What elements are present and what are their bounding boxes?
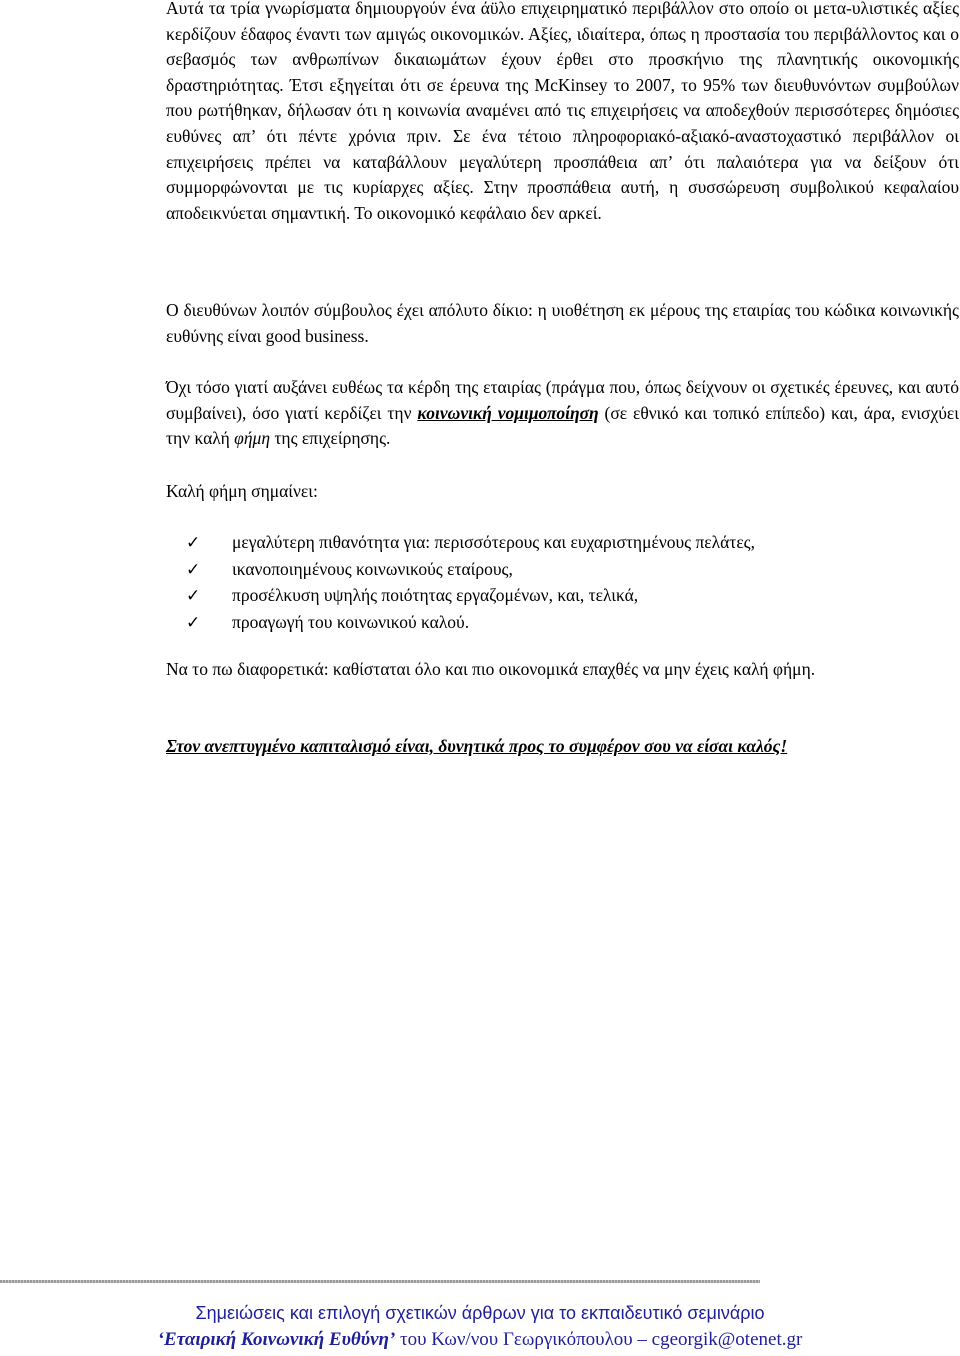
footer-author-line — [0, 1329, 960, 1351]
list-item-text: προσέλκυση υψηλής ποιότητας εργαζομένων, και, τελικά, — [232, 585, 639, 606]
paragraph-legitimation — [166, 375, 959, 452]
paragraph-legitimation-part2: (σε εθνικό και τοπικό επίπεδο) και, άρα, ενισχύει την καλή — [166, 402, 959, 449]
paragraph-values-context: Αυτά τα τρία γνωρίσματα δημιουργούν ένα άϋλο επιχειρηματικό περιβάλλον στο οποίο οι μετα-υλιστικές αξίες κερδίζουν έδαφος έναντι των αμιγώς οικονομικών. Αξίες, ιδιαίτερα, όπως η προστασία του περιβάλλοντος και ο σεβασμός των ανθρωπίνων δικαιωμάτων έχουν έρθει στο προσκήνιο της πλανητικής οικονομικής δραστηριότητας. Έτσι εξηγείται ότι σε έρευνα της McKinsey το 2007, το 95% των διευθυνόντων συμβούλων που ρωτήθηκαν, δήλωσαν ότι η κοινωνία αναμένει από τις επιχειρήσεις να αποδεχθούν περισσότερες δημόσιες ευθύνες απ’ ότι πέντε χρόνια πριν. Σε ένα τέτοιο πληροφοριακό-αξιακό-αναστοχαστικό περιβάλλον οι επιχειρήσεις πρέπει να καταβάλλουν μεγαλύτερη προσπάθεια απ’ ότι παλαιότερα για να δείξουν ότι συμμορφώνονται με τις κυρίαρχες αξίες. Στην προσπάθεια αυτή, η συσσώρευση συμβολικού κεφαλαίου αποδεικνύεται σημαντική. Το οικονομικό κεφάλαιο δεν αρκεί. — [166, 0, 959, 223]
list-item-text: προαγωγή του κοινωνικού καλού. — [232, 611, 470, 632]
footer-divider — [0, 1280, 760, 1283]
paragraph-legitimation-part3: της επιχείρησης. — [270, 428, 391, 449]
paragraph-ceo-right: Ο διευθύνων λοιπόν σύμβουλος έχει απόλυτο δίκιο: η υιοθέτηση εκ μέρους της εταιρίας του κώδικα κοινωνικής ευθύνης είναι good business. — [166, 300, 959, 346]
checkmark-icon: ✓ — [186, 533, 201, 553]
footer-course-title: ‘Εταιρική Κοινωνική Ευθύνη’ — [157, 1329, 396, 1350]
checkmark-icon: ✓ — [186, 559, 201, 580]
list-item — [186, 583, 755, 610]
list-item — [186, 557, 755, 584]
footer-author-contact: του Κων/νου Γεωργικόπουλου – cgeorgik@otenet.gr — [395, 1329, 803, 1350]
reputation-italic: φήμη — [234, 428, 271, 449]
paragraph-in-other-words: Να το πω διαφορετικά: καθίσταται όλο και πιο οικονομικά επαχθές να μην έχεις καλή φήμη. — [166, 659, 816, 679]
list-item-text: ικανοποιημένους κοινωνικούς εταίρους, — [232, 558, 513, 579]
checkmark-icon: ✓ — [186, 612, 201, 633]
checkmark-icon: ✓ — [186, 586, 201, 607]
paragraph-good-reputation-intro: Καλή φήμη σημαίνει: — [166, 481, 318, 501]
list-item — [186, 610, 755, 637]
benefits-checklist — [186, 530, 755, 636]
paragraph-conclusion: Στον ανεπτυγμένο καπιταλισμό είναι, δυνητικά προς το συμφέρον σου να είσαι καλός! — [166, 736, 788, 756]
social-legitimation-emphasis: κοινωνική νομιμοποίηση — [417, 402, 599, 423]
footer-seminar-notes: Σημειώσεις και επιλογή σχετικών άρθρων για το εκπαιδευτικό σεμινάριο — [195, 1303, 765, 1323]
list-item-text: μεγαλύτερη πιθανότητα για: περισσότερους και ευχαριστημένους πελάτες, — [232, 532, 755, 552]
paragraph-legitimation-part1: Όχι τόσο γιατί αυξάνει ευθέως τα κέρδη της εταιρίας (πράγμα που, όπως δείχνουν οι σχετικές έρευνες, και αυτό συμβαίνει), όσο γιατί κερδίζει την — [166, 377, 959, 423]
list-item — [186, 530, 755, 557]
